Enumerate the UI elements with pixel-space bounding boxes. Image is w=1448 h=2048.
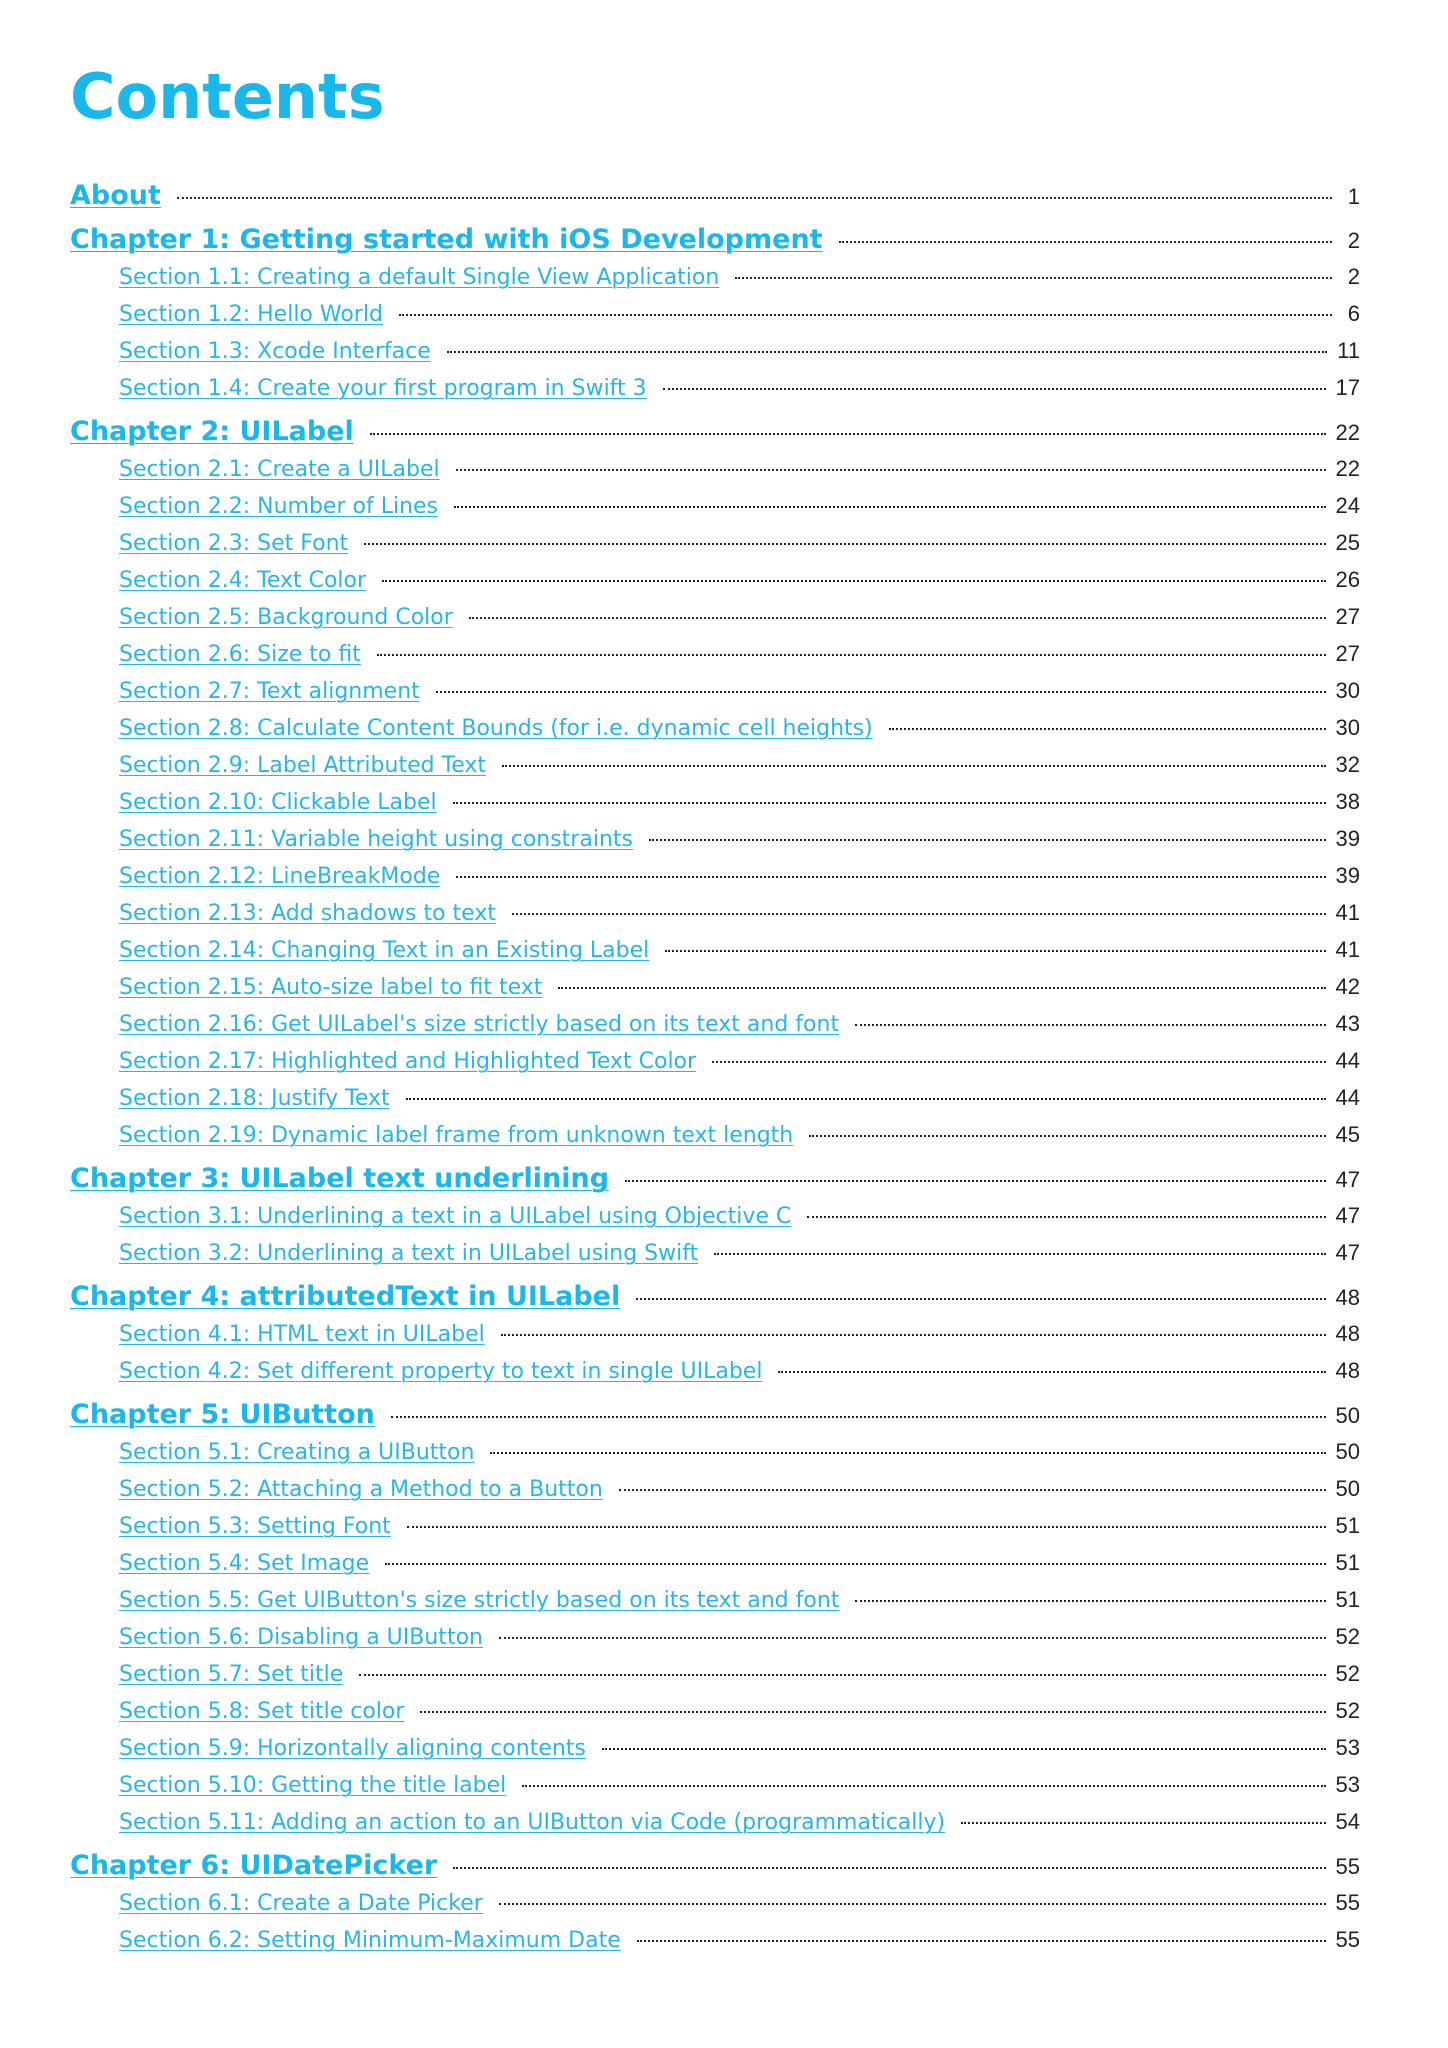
dot-leader <box>665 950 1325 952</box>
dot-leader <box>456 876 1325 878</box>
dot-leader <box>809 1135 1325 1137</box>
section-link[interactable]: Section 1.1: Creating a default Single View Application <box>119 265 720 290</box>
section-link[interactable]: Section 2.19: Dynamic label frame from unknown text length <box>119 1123 794 1148</box>
toc-section-entry <box>70 493 1360 530</box>
toc-section-entry <box>70 1661 1360 1698</box>
page-number: 22 <box>1335 456 1360 481</box>
dot-leader <box>177 197 1332 199</box>
page-number: 53 <box>1335 1772 1360 1797</box>
toc-section-entry <box>70 937 1360 974</box>
section-link[interactable]: Section 5.4: Set Image <box>119 1551 370 1576</box>
toc-section-entry <box>70 604 1360 641</box>
toc-page <box>70 50 1360 1964</box>
page-number: 50 <box>1335 1476 1360 1501</box>
dot-leader <box>499 1637 1326 1639</box>
dot-leader <box>406 1098 1326 1100</box>
toc-section-entry <box>70 264 1360 301</box>
toc-section-entry <box>70 1513 1360 1550</box>
section-link[interactable]: Section 3.2: Underlining a text in UILabel using Swift <box>119 1241 699 1266</box>
section-link[interactable]: Section 3.1: Underlining a text in a UILabel using Objective C <box>119 1204 792 1229</box>
page-number: 47 <box>1335 1240 1360 1265</box>
section-link[interactable]: Section 5.10: Getting the title label <box>119 1773 507 1798</box>
page-number: 42 <box>1335 974 1360 999</box>
toc-section-entry <box>70 375 1360 412</box>
toc-section-entry <box>70 715 1360 752</box>
page-number: 24 <box>1335 493 1360 518</box>
page-number: 27 <box>1335 641 1360 666</box>
dot-leader <box>855 1024 1325 1026</box>
dot-leader <box>490 1452 1325 1454</box>
page-number: 22 <box>1335 420 1360 445</box>
toc-section-entry <box>70 1011 1360 1048</box>
section-link[interactable]: Section 5.8: Set title color <box>119 1699 405 1724</box>
dot-leader <box>889 728 1326 730</box>
toc-section-entry <box>70 1624 1360 1661</box>
page-number: 41 <box>1335 937 1360 962</box>
toc-section-entry <box>70 863 1360 900</box>
page-number: 2 <box>1347 264 1360 289</box>
dot-leader <box>649 839 1326 841</box>
dot-leader <box>370 433 1326 435</box>
toc-chapter-entry <box>70 1277 1360 1321</box>
toc-section-entry <box>70 641 1360 678</box>
chapter-link[interactable]: Chapter 4: attributedText in UILabel <box>70 1281 621 1312</box>
page-number: 27 <box>1335 604 1360 629</box>
toc-section-entry <box>70 1321 1360 1358</box>
section-link[interactable]: Section 2.17: Highlighted and Highlighted Text Color <box>119 1049 697 1074</box>
toc-section-entry <box>70 456 1360 493</box>
page-number: 48 <box>1335 1321 1360 1346</box>
section-link[interactable]: Section 5.2: Attaching a Method to a Button <box>119 1477 603 1502</box>
page-number: 53 <box>1335 1735 1360 1760</box>
toc-section-entry <box>70 1048 1360 1085</box>
dot-leader <box>469 617 1326 619</box>
section-link[interactable]: Section 5.11: Adding an action to an UIButton via Code (programmatically) <box>119 1810 946 1835</box>
page-number: 41 <box>1335 900 1360 925</box>
page-number: 2 <box>1347 228 1360 253</box>
dot-leader <box>382 580 1325 582</box>
section-link[interactable]: Section 5.9: Horizontally aligning contents <box>119 1736 586 1761</box>
toc-section-entry <box>70 826 1360 863</box>
section-link[interactable]: Section 2.18: Justify Text <box>119 1086 390 1111</box>
page-number: 6 <box>1347 301 1360 326</box>
dot-leader <box>961 1822 1325 1824</box>
page-number: 52 <box>1335 1661 1360 1686</box>
toc-section-entry <box>70 1587 1360 1624</box>
toc-section-entry <box>70 1122 1360 1159</box>
toc-section-entry <box>70 567 1360 604</box>
page-number: 44 <box>1335 1048 1360 1073</box>
page-title: Contents <box>70 60 385 133</box>
toc-chapter-entry <box>70 176 1360 220</box>
toc-section-entry <box>70 1927 1360 1964</box>
dot-leader <box>602 1748 1326 1750</box>
section-link[interactable]: Section 2.5: Background Color <box>119 605 453 630</box>
dot-leader <box>637 1940 1326 1942</box>
section-link[interactable]: Section 2.8: Calculate Content Bounds (for i.e. dynamic cell heights) <box>119 716 873 741</box>
toc-section-entry <box>70 752 1360 789</box>
toc-section-entry <box>70 1085 1360 1122</box>
dot-leader <box>377 654 1326 656</box>
section-link[interactable]: Section 2.9: Label Attributed Text <box>119 753 487 778</box>
dot-leader <box>399 314 1332 316</box>
page-number: 51 <box>1335 1513 1360 1538</box>
dot-leader <box>663 388 1326 390</box>
section-link[interactable]: Section 1.3: Xcode Interface <box>119 339 431 364</box>
dot-leader <box>407 1526 1326 1528</box>
toc-chapter-entry <box>70 1846 1360 1890</box>
dot-leader <box>453 1867 1325 1869</box>
page-number: 11 <box>1337 338 1360 363</box>
page-number: 44 <box>1335 1085 1360 1110</box>
toc-section-entry <box>70 1203 1360 1240</box>
section-link[interactable]: Section 2.1: Create a UILabel <box>119 457 440 482</box>
dot-leader <box>619 1489 1326 1491</box>
dot-leader <box>855 1600 1325 1602</box>
dot-leader <box>636 1298 1325 1300</box>
page-number: 25 <box>1335 530 1360 555</box>
toc-section-entry <box>70 530 1360 567</box>
dot-leader <box>453 802 1326 804</box>
table-of-contents <box>70 176 1360 1964</box>
section-link[interactable]: Section 4.1: HTML text in UILabel <box>119 1322 485 1347</box>
section-link[interactable]: Section 2.11: Variable height using constraints <box>119 827 633 852</box>
dot-leader <box>456 469 1326 471</box>
section-link[interactable]: Section 5.6: Disabling a UIButton <box>119 1625 483 1650</box>
section-link[interactable]: Section 2.14: Changing Text in an Existing Label <box>119 938 650 963</box>
toc-section-entry <box>70 1809 1360 1846</box>
toc-section-entry <box>70 301 1360 338</box>
page-number: 39 <box>1335 826 1360 851</box>
toc-section-entry <box>70 900 1360 937</box>
section-link[interactable]: Section 2.2: Number of Lines <box>119 494 438 519</box>
section-link[interactable]: Section 2.3: Set Font <box>119 531 349 556</box>
page-number: 55 <box>1335 1890 1360 1915</box>
toc-section-entry <box>70 1735 1360 1772</box>
chapter-link[interactable]: Chapter 6: UIDatePicker <box>70 1850 438 1881</box>
section-link[interactable]: Section 2.6: Size to fit <box>119 642 361 667</box>
section-link[interactable]: Section 6.2: Setting Minimum-Maximum Date <box>119 1928 621 1953</box>
page-number: 17 <box>1335 375 1360 400</box>
toc-section-entry <box>70 338 1360 375</box>
toc-section-entry <box>70 789 1360 826</box>
dot-leader <box>454 506 1326 508</box>
page-number: 30 <box>1335 715 1360 740</box>
dot-leader <box>778 1371 1325 1373</box>
page-number: 52 <box>1335 1624 1360 1649</box>
dot-leader <box>839 241 1332 243</box>
section-link[interactable]: Section 6.1: Create a Date Picker <box>119 1891 483 1916</box>
section-link[interactable]: Section 2.12: LineBreakMode <box>119 864 441 889</box>
dot-leader <box>501 1334 1326 1336</box>
dot-leader <box>364 543 1325 545</box>
page-number: 43 <box>1335 1011 1360 1036</box>
dot-leader <box>522 1785 1325 1787</box>
toc-section-entry <box>70 1550 1360 1587</box>
dot-leader <box>714 1253 1325 1255</box>
page-number: 54 <box>1335 1809 1360 1834</box>
dot-leader <box>512 913 1326 915</box>
chapter-link[interactable]: About <box>70 180 161 211</box>
page-number: 50 <box>1335 1403 1360 1428</box>
page-number: 51 <box>1335 1587 1360 1612</box>
page-number: 45 <box>1335 1122 1360 1147</box>
toc-section-entry <box>70 1890 1360 1927</box>
page-number: 48 <box>1335 1285 1360 1310</box>
chapter-link[interactable]: Chapter 2: UILabel <box>70 416 354 447</box>
dot-leader <box>420 1711 1325 1713</box>
page-number: 30 <box>1335 678 1360 703</box>
section-link[interactable]: Section 5.1: Creating a UIButton <box>119 1440 475 1465</box>
section-link[interactable]: Section 5.5: Get UIButton's size strictly based on its text and font <box>119 1588 840 1613</box>
page-number: 52 <box>1335 1698 1360 1723</box>
section-link[interactable]: Section 1.4: Create your first program in Swift 3 <box>119 376 647 401</box>
section-link[interactable]: Section 2.15: Auto-size label to fit text <box>119 975 543 1000</box>
section-link[interactable]: Section 2.16: Get UILabel's size strictly based on its text and font <box>119 1012 840 1037</box>
section-link[interactable]: Section 2.4: Text Color <box>119 568 367 593</box>
page-number: 1 <box>1347 184 1360 209</box>
toc-section-entry <box>70 1772 1360 1809</box>
toc-section-entry <box>70 1476 1360 1513</box>
dot-leader <box>385 1563 1325 1565</box>
toc-section-entry <box>70 1358 1360 1395</box>
toc-chapter-entry <box>70 1159 1360 1203</box>
page-number: 51 <box>1335 1550 1360 1575</box>
page-number: 26 <box>1335 567 1360 592</box>
chapter-link[interactable]: Chapter 3: UILabel text underlining <box>70 1163 610 1194</box>
dot-leader <box>807 1216 1325 1218</box>
page-number: 47 <box>1335 1203 1360 1228</box>
dot-leader <box>436 691 1326 693</box>
page-number: 39 <box>1335 863 1360 888</box>
section-link[interactable]: Section 5.3: Setting Font <box>119 1514 391 1539</box>
page-number: 50 <box>1335 1439 1360 1464</box>
toc-chapter-entry <box>70 220 1360 264</box>
toc-section-entry <box>70 1240 1360 1277</box>
toc-section-entry <box>70 1698 1360 1735</box>
toc-chapter-entry <box>70 412 1360 456</box>
toc-section-entry <box>70 1439 1360 1476</box>
page-number: 38 <box>1335 789 1360 814</box>
section-link[interactable]: Section 2.7: Text alignment <box>119 679 420 704</box>
page-number: 55 <box>1335 1854 1360 1879</box>
dot-leader <box>502 765 1325 767</box>
section-link[interactable]: Section 2.10: Clickable Label <box>119 790 437 815</box>
dot-leader <box>625 1180 1325 1182</box>
page-number: 55 <box>1335 1927 1360 1952</box>
section-link[interactable]: Section 1.2: Hello World <box>119 302 383 327</box>
dot-leader <box>558 987 1325 989</box>
dot-leader <box>735 277 1332 279</box>
toc-chapter-entry <box>70 1395 1360 1439</box>
dot-leader <box>359 1674 1325 1676</box>
section-link[interactable]: Section 2.13: Add shadows to text <box>119 901 496 926</box>
dot-leader <box>447 351 1327 353</box>
chapter-link[interactable]: Chapter 1: Getting started with iOS Development <box>70 224 823 255</box>
dot-leader <box>712 1061 1325 1063</box>
toc-section-entry <box>70 678 1360 715</box>
chapter-link[interactable]: Chapter 5: UIButton <box>70 1399 375 1430</box>
dot-leader <box>391 1416 1326 1418</box>
section-link[interactable]: Section 5.7: Set title <box>119 1662 344 1687</box>
page-number: 32 <box>1335 752 1360 777</box>
page-number: 48 <box>1335 1358 1360 1383</box>
dot-leader <box>499 1903 1326 1905</box>
page-number: 47 <box>1335 1167 1360 1192</box>
toc-section-entry <box>70 974 1360 1011</box>
section-link[interactable]: Section 4.2: Set different property to text in single UILabel <box>119 1359 763 1384</box>
